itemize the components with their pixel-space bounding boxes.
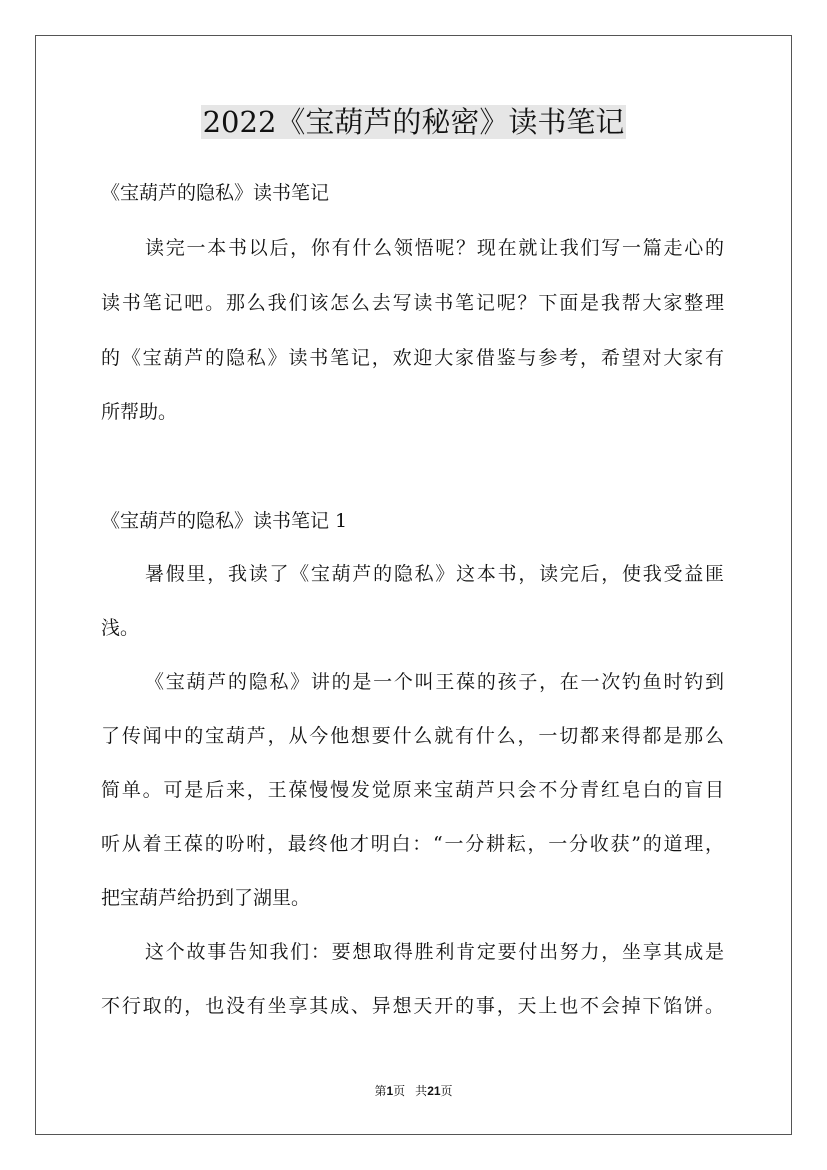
paragraph-line: 暑假里，我读了《宝葫芦的隐私》这本书，读完后，使我受益匪 <box>145 563 724 585</box>
paragraph-line: 不行取的，也没有坐享其成、异想天开的事，天上也不会掉下馅饼。 <box>101 995 724 1017</box>
document-title <box>0 100 827 144</box>
paragraph-line: 《宝葫芦的隐私》讲的是一个叫王葆的孩子，在一次钓鱼时钓到 <box>145 671 724 693</box>
page-number: 1 <box>386 1084 394 1098</box>
note-heading: 《宝葫芦的隐私》读书笔记 1 <box>101 510 348 532</box>
paragraph-line: 这个故事告知我们：要想取得胜利肯定要付出努力，坐享其成是 <box>145 941 724 963</box>
page-suffix: 页 <box>393 1084 406 1098</box>
total-suffix: 页 <box>440 1084 453 1098</box>
total-prefix: 共 <box>415 1084 428 1098</box>
paragraph-line: 浅。 <box>101 617 140 639</box>
paragraph-line: 把宝葫芦给扔到了湖里。 <box>101 887 311 909</box>
page-prefix: 第 <box>374 1084 387 1098</box>
intro-line: 读书笔记吧。那么我们该怎么去写读书笔记呢？下面是我帮大家整理 <box>101 292 724 314</box>
paragraph-line: 听从着王葆的吩咐，最终他才明白：“一分耕耘，一分收获”的道理， <box>101 833 724 855</box>
intro-line: 读完一本书以后，你有什么领悟呢？现在就让我们写一篇走心的 <box>145 237 724 259</box>
page-footer <box>0 1083 827 1099</box>
section-heading: 《宝葫芦的隐私》读书笔记 <box>101 182 330 204</box>
paragraph-line: 简单。可是后来，王葆慢慢发觉原来宝葫芦只会不分青红皂白的盲目 <box>101 779 724 801</box>
total-pages: 21 <box>427 1084 441 1098</box>
intro-line: 所帮助。 <box>101 401 178 423</box>
paragraph-line: 了传闻中的宝葫芦，从今他想要什么就有什么，一切都来得都是那么 <box>101 725 724 747</box>
document-title-text: 2022《宝葫芦的秘密》读书笔记 <box>202 105 625 139</box>
intro-line: 的《宝葫芦的隐私》读书笔记，欢迎大家借鉴与参考，希望对大家有 <box>101 347 724 369</box>
